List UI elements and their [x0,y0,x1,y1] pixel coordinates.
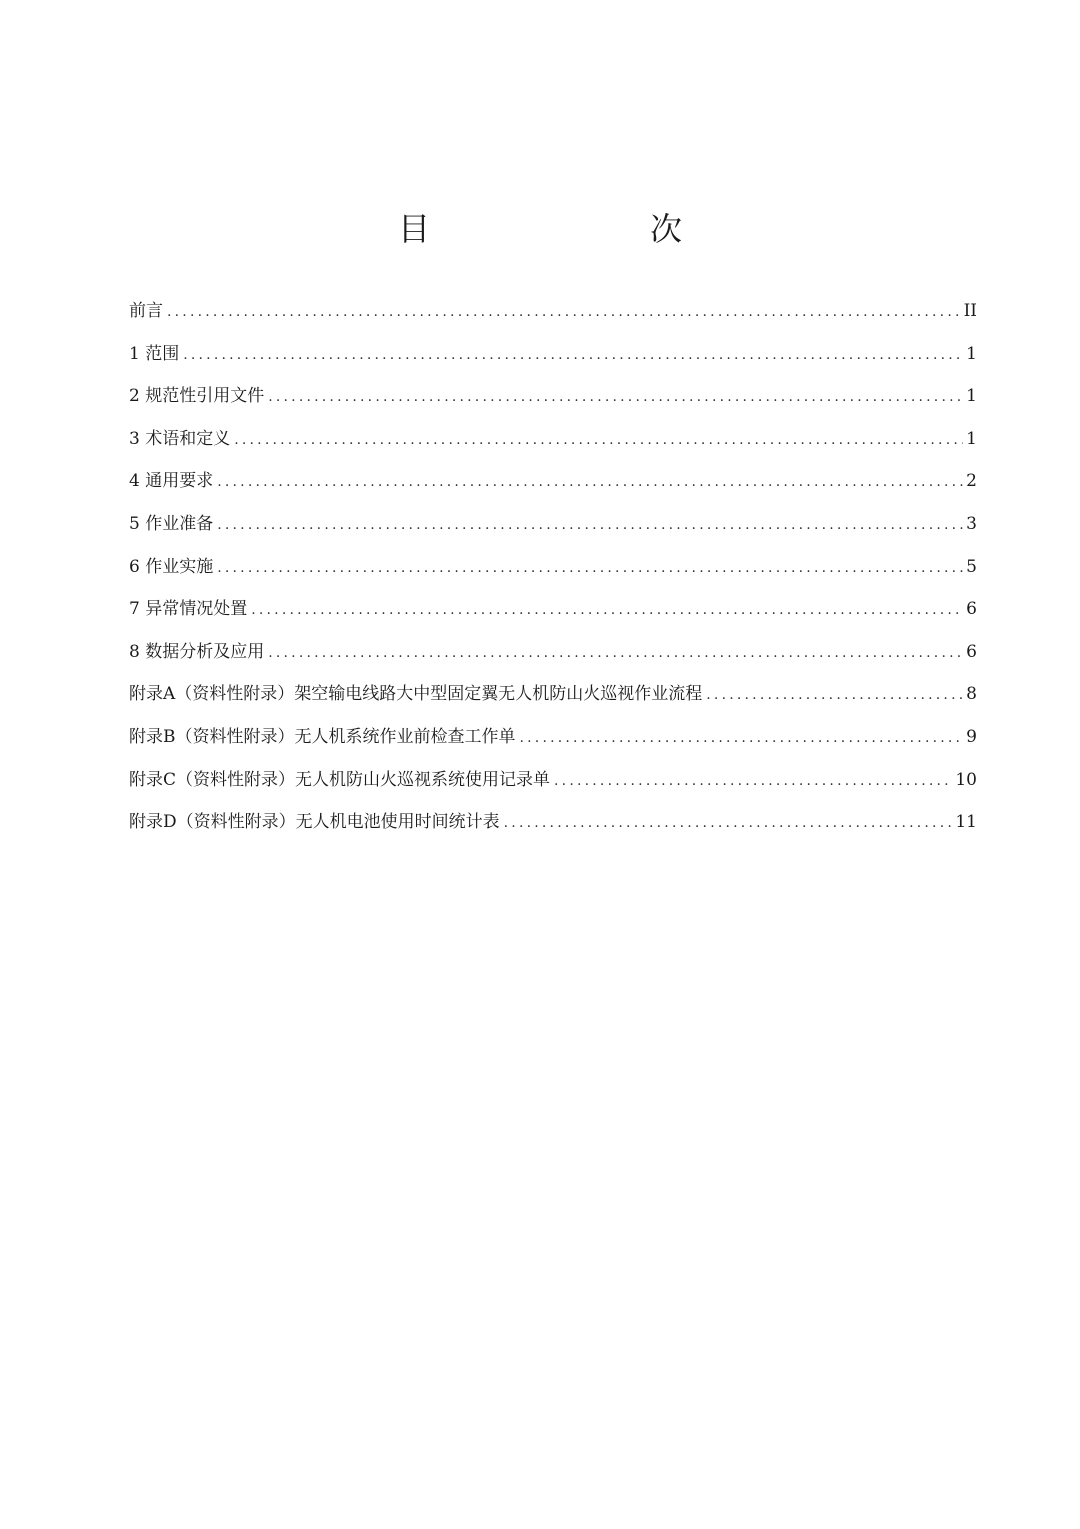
toc-leader-dots [234,419,963,461]
toc-entry-label: 3 术语和定义 [129,428,231,449]
toc-entry-scope[interactable] [129,333,977,376]
toc-leader-dots [268,376,963,418]
toc-page-number: 11 [955,812,977,833]
toc-leader-dots [217,547,963,589]
toc-entry-label: 2 规范性引用文件 [129,386,265,407]
toc-leader-dots [217,461,963,503]
toc-entry-data-analysis[interactable] [129,631,977,674]
toc-leader-dots [554,760,952,802]
toc-list [129,290,977,844]
toc-entry-label: 5 作业准备 [129,513,214,534]
toc-leader-dots [183,334,963,376]
toc-page-number: 2 [966,471,977,492]
toc-entry-label: 4 通用要求 [129,471,214,492]
toc-entry-label: 附录C（资料性附录）无人机防山火巡视系统使用记录单 [129,769,551,790]
toc-leader-dots [217,504,963,546]
toc-leader-dots [268,632,963,674]
toc-page-number: 3 [966,513,977,534]
toc-page-number: 9 [966,726,977,747]
toc-entry-label: 附录D（资料性附录）无人机电池使用时间统计表 [129,812,500,833]
toc-leader-dots [167,291,961,333]
toc-entry-appendix-b[interactable] [129,716,977,759]
toc-page-number: II [963,301,977,321]
toc-entry-normative-references[interactable] [129,375,977,418]
toc-page-number: 1 [966,343,977,364]
toc-entry-implementation[interactable] [129,546,977,589]
toc-entry-exception-handling[interactable] [129,588,977,631]
toc-entry-foreword[interactable] [129,290,977,333]
toc-page-number: 1 [966,386,977,407]
toc-page-number: 10 [955,769,977,790]
toc-entry-label: 7 异常情况处置 [129,599,248,620]
toc-entry-appendix-d[interactable] [129,801,977,844]
toc-entry-appendix-c[interactable] [129,759,977,802]
toc-page-number: 1 [966,428,977,449]
toc-entry-terms[interactable] [129,418,977,461]
toc-entry-label: 8 数据分析及应用 [129,641,265,662]
toc-entry-label: 6 作业实施 [129,556,214,577]
toc-entry-label: 附录B（资料性附录）无人机系统作业前检查工作单 [129,726,516,747]
toc-entry-appendix-a[interactable] [129,673,977,716]
toc-page-number: 6 [966,599,977,620]
toc-page-number: 8 [966,684,977,705]
toc-leader-dots [251,589,963,631]
toc-entry-label: 1 范围 [129,343,180,364]
toc-entry-preparation[interactable] [129,503,977,546]
toc-page-number: 6 [966,641,977,662]
toc-page-number: 5 [966,556,977,577]
toc-leader-dots [706,674,963,716]
toc-entry-label: 附录A（资料性附录）架空输电线路大中型固定翼无人机防山火巡视作业流程 [129,684,703,705]
toc-title: 目 次 [397,210,734,248]
toc-entry-label: 前言 [129,301,163,321]
toc-entry-general-requirements[interactable] [129,460,977,503]
toc-leader-dots [504,802,953,844]
toc-leader-dots [520,717,964,759]
